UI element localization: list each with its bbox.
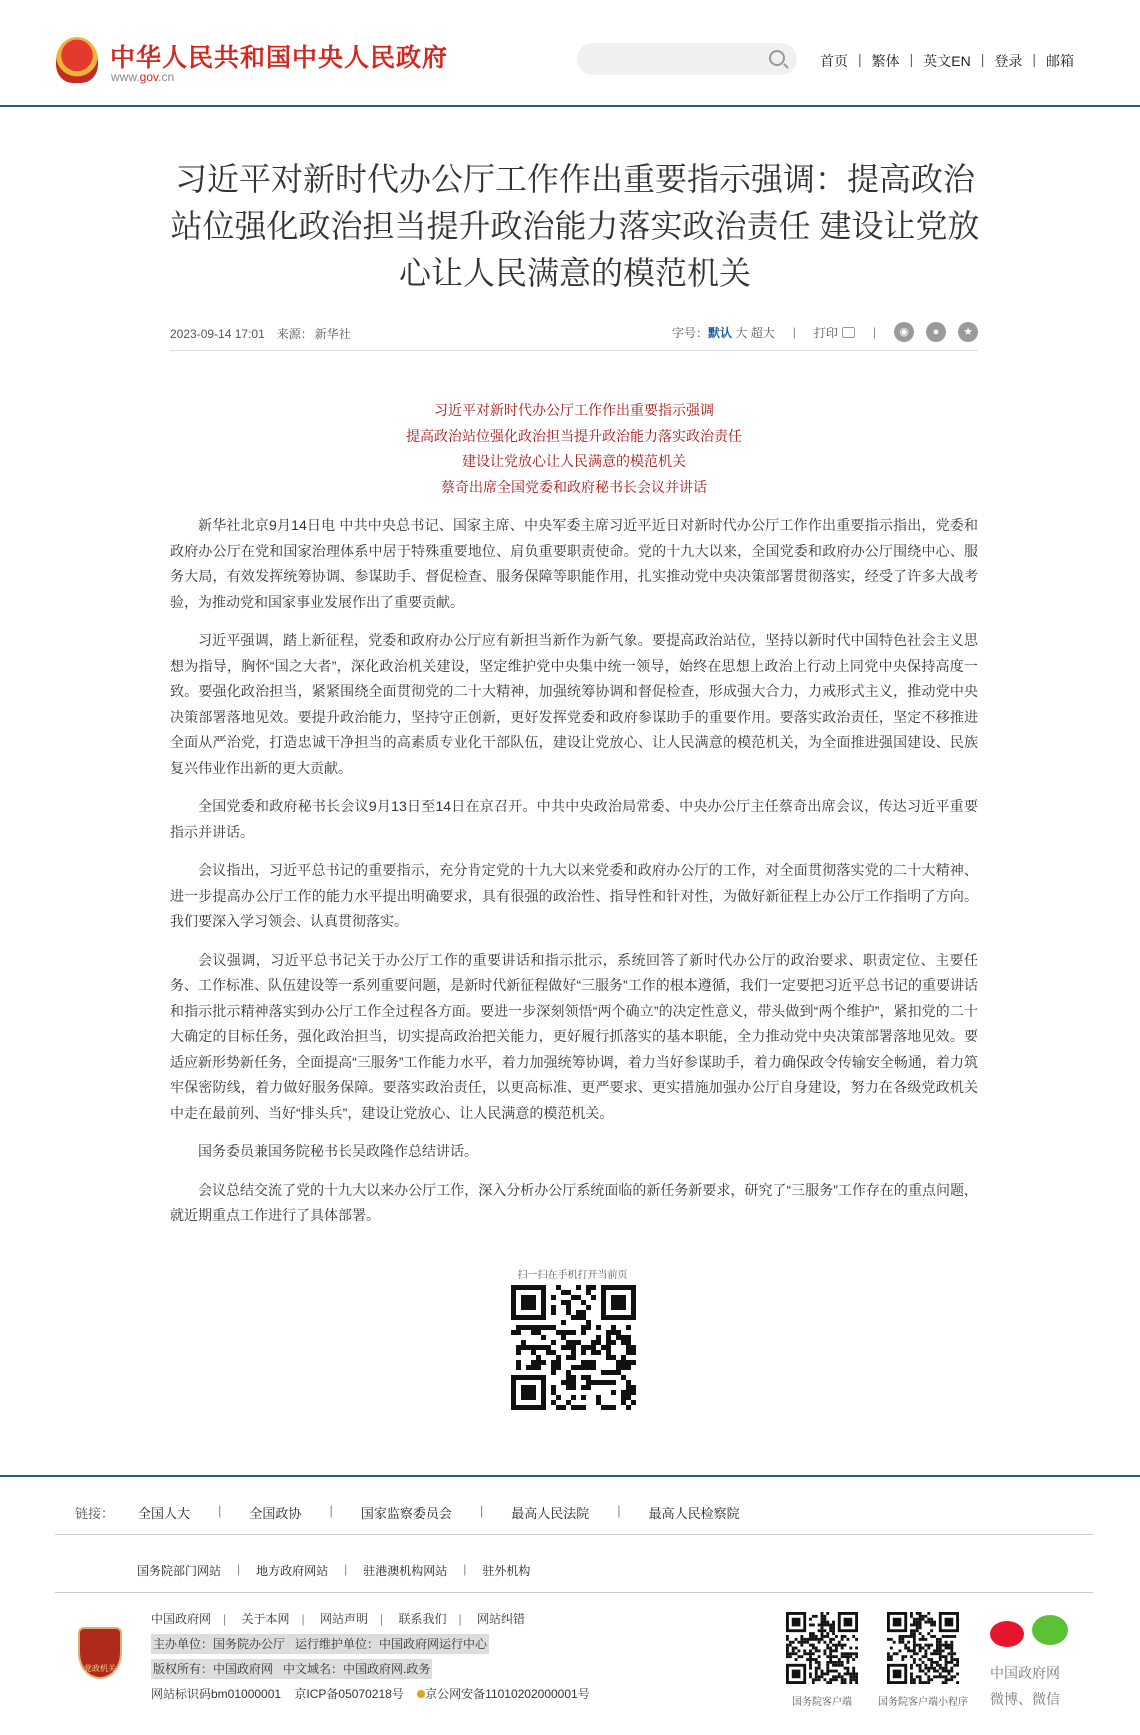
printer-icon[interactable] xyxy=(842,327,855,338)
paragraph: 会议总结交流了党的十九大以来办公厅工作，深入分析办公厅系统面临的新任务新要求，研究了“三服务”工作存在的重点问题，就近期重点工作进行了具体部署。 xyxy=(170,1181,978,1223)
source: 新华社 xyxy=(314,327,351,341)
nav-login[interactable]: 登录 xyxy=(994,53,1023,69)
paragraph: 会议强调，习近平总书记关于办公厅工作的重要讲话和指示批示，系统回答了新时代办公厅的政治要求、职责定位、主要任务、工作标准、队伍建设等一系列重要问题，是新时代新征程做好“三服务”工作的根本遵循，我们一定要把习近平总书记的重要讲话和指示批示精神落实到办公厅工作全过程各方面。要进一步深刻领悟“两个确立”的决定性意义，带头做到“两个维护”，紧扣党的二十大确定的目标任务，强化政治担当，切实提高政治把关能力，更好履行抓落实的基本职能，全力推动党中央决策部署落地见效。要适应新形势新任务，全面提高“三服务”工作能力水平，着力加强统筹协调，着力当好参谋助手，着力确保政令传输安全畅通，着力筑牢保密防线，着力做好服务保障。要落实政治责任，以更高标准、更严要求、更实措施加强办公厅自身建设，努力在各级党政机关中走在最前列、当好“排头兵”，建设让党放心、让人民满意的模范机关。 xyxy=(170,951,978,1121)
party-gov-badge[interactable]: 党政机关 xyxy=(78,1627,122,1679)
nav-mail[interactable]: 邮箱 xyxy=(1046,53,1075,69)
font-large-button[interactable]: 大 xyxy=(735,325,748,340)
url-suffix: .cn xyxy=(158,70,175,84)
paragraph: 全国党委和政府秘书长会议9月13日至14日在京召开。中共中央政治局常委、中央办公厅主任蔡奇出席会议，传达习近平重要指示并讲话。 xyxy=(170,798,978,840)
font-xlarge-button[interactable]: 超大 xyxy=(750,325,775,340)
link-nsc[interactable]: 国家监察委员会 xyxy=(360,1506,452,1521)
site-url[interactable] xyxy=(111,70,174,84)
qr-label: 扫一扫在手机打开当前页 xyxy=(517,1270,628,1281)
miniprogram-qr-code xyxy=(887,1612,959,1684)
footer-nav-statement[interactable]: 网站声明 xyxy=(319,1612,368,1626)
wechat-share-icon[interactable]: ● xyxy=(926,322,946,342)
app-qr-caption: 国务院客户端 xyxy=(792,1697,852,1708)
paragraph: 习近平强调，踏上新征程，党委和政府办公厅应有新担当新作为新气象。要提高政治站位，坚持以新时代中国特色社会主义思想为指导，胸怀“国之大者”，深化政治机关建设，坚定维护党中央集中统一领导，始终在思想上政治上行动上同党中央保持高度一致。要强化政治担当，紧紧围绕全面贯彻党的二十大精神，加强统筹协调和督促检查，形成强大合力，力戒形式主义，推动党中央决策部署落地见效。要提升政治能力，坚持守正创新，更好发挥党委和政府参谋助手的重要作用。要落实政治责任，坚定不移推进全面从严治党，打造忠诚干净担当的高素质专业化干部队伍，建设让党放心、让人民满意的模范机关，为全面推进强国建设、民族复兴伟业作出新的更大贡献。 xyxy=(170,632,978,776)
divider xyxy=(55,1592,1093,1593)
weibo-icon[interactable] xyxy=(990,1621,1024,1647)
font-default-button[interactable]: 默认 xyxy=(708,325,733,340)
link-npc[interactable]: 全国人大 xyxy=(138,1506,191,1521)
footer-nav-contact[interactable]: 联系我们 xyxy=(398,1612,447,1626)
miniprogram-qr-caption: 国务院客户端小程序 xyxy=(878,1697,968,1708)
links-label: 链接： xyxy=(75,1506,115,1521)
social-caption xyxy=(990,1660,1060,1712)
operator: 运行维护单位：中国政府网运行中心 xyxy=(295,1637,488,1651)
social-caption-line: 微博、微信 xyxy=(990,1691,1060,1707)
footer-nav-correction[interactable]: 网站纠错 xyxy=(476,1612,525,1626)
paragraph: 新华社北京9月14日电 中共中央总书记、国家主席、中央军委主席习近平近日对新时代办公厅工作作出重要指示指出，党委和政府办公厅在党和国家治理体系中居于特殊重要地位、肩负重要职责使命。党的十九大以来，全国党委和政府办公厅围绕中心、服务大局，有效发挥统筹协调、参谋助手、督促检查、服务保障等职能作用，扎实推动党中央决策部署贯彻落实，经受了许多大战考验，为推动党和国家事业发展作出了重要贡献。 xyxy=(170,517,978,610)
nav-home[interactable]: 首页 xyxy=(820,53,848,69)
footer-links: 链接： 全国人大 | 全国政协 | 国家监察委员会 | 最高人民法院 | 最高人民检察院 xyxy=(75,1503,740,1521)
sponsor: 主办单位：国务院办公厅 xyxy=(153,1637,286,1651)
link-cppcc[interactable]: 全国政协 xyxy=(249,1506,302,1521)
paragraph: 会议指出，习近平总书记的重要指示，充分肯定党的十九大以来党委和政府办公厅的工作，对全面贯彻落实党的二十大精神、进一步提高办公厅工作的能力水平提出明确要求，具有很强的政治性、指导性和针对性，为做好新征程上办公厅工作指明了方向。我们要深入学习领会、认真贯彻落实。 xyxy=(170,862,978,929)
divider xyxy=(55,1534,1093,1535)
nav-english[interactable]: 英文EN xyxy=(923,53,971,69)
nav-traditional[interactable]: 繁体 xyxy=(871,53,900,69)
lead-line: 提高政治站位强化政治担当提升政治能力落实政治责任 xyxy=(406,427,742,444)
weibo-share-icon[interactable]: ◉ xyxy=(894,322,914,342)
url-brand: gov xyxy=(139,70,159,84)
favorite-icon[interactable]: ★ xyxy=(958,322,978,342)
footer-info: 中国政府网 | 关于本网 | 网站声明 | 联系我们 | 网站纠错 主办单位：国务院办公厅 运行维护单位：中国政府网运行中心 版权所有：中国政府网 中文域名：中国政府网.政务 网站标识码bm01000001 京ICP备05070218号 京公网安备11010202000001号 xyxy=(151,1612,590,1701)
footer-nav-home[interactable]: 中国政府网 xyxy=(151,1612,212,1626)
lead-line: 建设让党放心让人民满意的模范机关 xyxy=(462,453,686,469)
article-meta: 2023-09-14 17:01 来源： 新华社 字号： 默认 大 超大 | 打印 | ◉ ● ★ xyxy=(170,325,978,351)
search-input[interactable] xyxy=(577,43,797,75)
icp-link[interactable]: 京ICP备05070218号 xyxy=(294,1687,404,1701)
link-court[interactable]: 最高人民法院 xyxy=(511,1506,590,1521)
link-hk-macao[interactable]: 驻港澳机构网站 xyxy=(363,1564,448,1578)
search-icon[interactable] xyxy=(769,50,785,66)
footer-links-2: 国务院部门网站 | 地方政府网站 | 驻港澳机构网站 | 驻外机构 xyxy=(137,1562,531,1578)
link-local-gov[interactable]: 地方政府网站 xyxy=(256,1564,329,1578)
lead-summary xyxy=(170,398,978,500)
article-title: 习近平对新时代办公厅工作作出重要指示强调：提高政治站位强化政治担当提升政治能力落实政治责任 建设让党放心让人民满意的模范机关 xyxy=(170,161,980,291)
top-nav: 首页 | 繁体 | 英文EN | 登录 | 邮箱 xyxy=(820,51,1075,69)
link-overseas[interactable]: 驻外机构 xyxy=(482,1564,531,1578)
publish-date: 2023-09-14 17:01 xyxy=(170,327,265,341)
page-qr-code xyxy=(511,1285,636,1410)
lead-line: 习近平对新时代办公厅工作作出重要指示强调 xyxy=(434,402,714,418)
police-icon xyxy=(417,1690,425,1698)
print-button[interactable]: 打印 xyxy=(813,325,838,340)
link-procuratorate[interactable]: 最高人民检察院 xyxy=(648,1506,740,1521)
url-prefix: www. xyxy=(111,70,140,84)
police-record-link[interactable]: 京公网安备11010202000001号 xyxy=(425,1687,590,1701)
app-qr-code xyxy=(786,1612,858,1684)
font-size-label: 字号： xyxy=(671,325,708,340)
copyright: 版权所有：中国政府网 xyxy=(153,1662,274,1676)
source-label: 来源： xyxy=(276,327,313,341)
link-departments[interactable]: 国务院部门网站 xyxy=(137,1564,222,1578)
wechat-icon[interactable] xyxy=(1032,1615,1068,1645)
site-header xyxy=(0,0,1140,107)
site-title[interactable]: 中华人民共和国中央人民政府 xyxy=(110,44,449,72)
lead-line: 蔡奇出席全国党委和政府秘书长会议并讲话 xyxy=(441,478,707,495)
social-caption-line: 中国政府网 xyxy=(990,1665,1060,1681)
domain: 中文域名：中国政府网.政务 xyxy=(283,1662,431,1676)
article-body xyxy=(170,513,978,1242)
paragraph: 国务委员兼国务院秘书长吴政隆作总结讲话。 xyxy=(198,1143,478,1159)
footer-divider xyxy=(0,1475,1140,1477)
site-code: 网站标识码bm01000001 xyxy=(151,1687,282,1701)
national-emblem-icon[interactable] xyxy=(56,37,98,83)
footer-nav-about[interactable]: 关于本网 xyxy=(241,1612,290,1626)
